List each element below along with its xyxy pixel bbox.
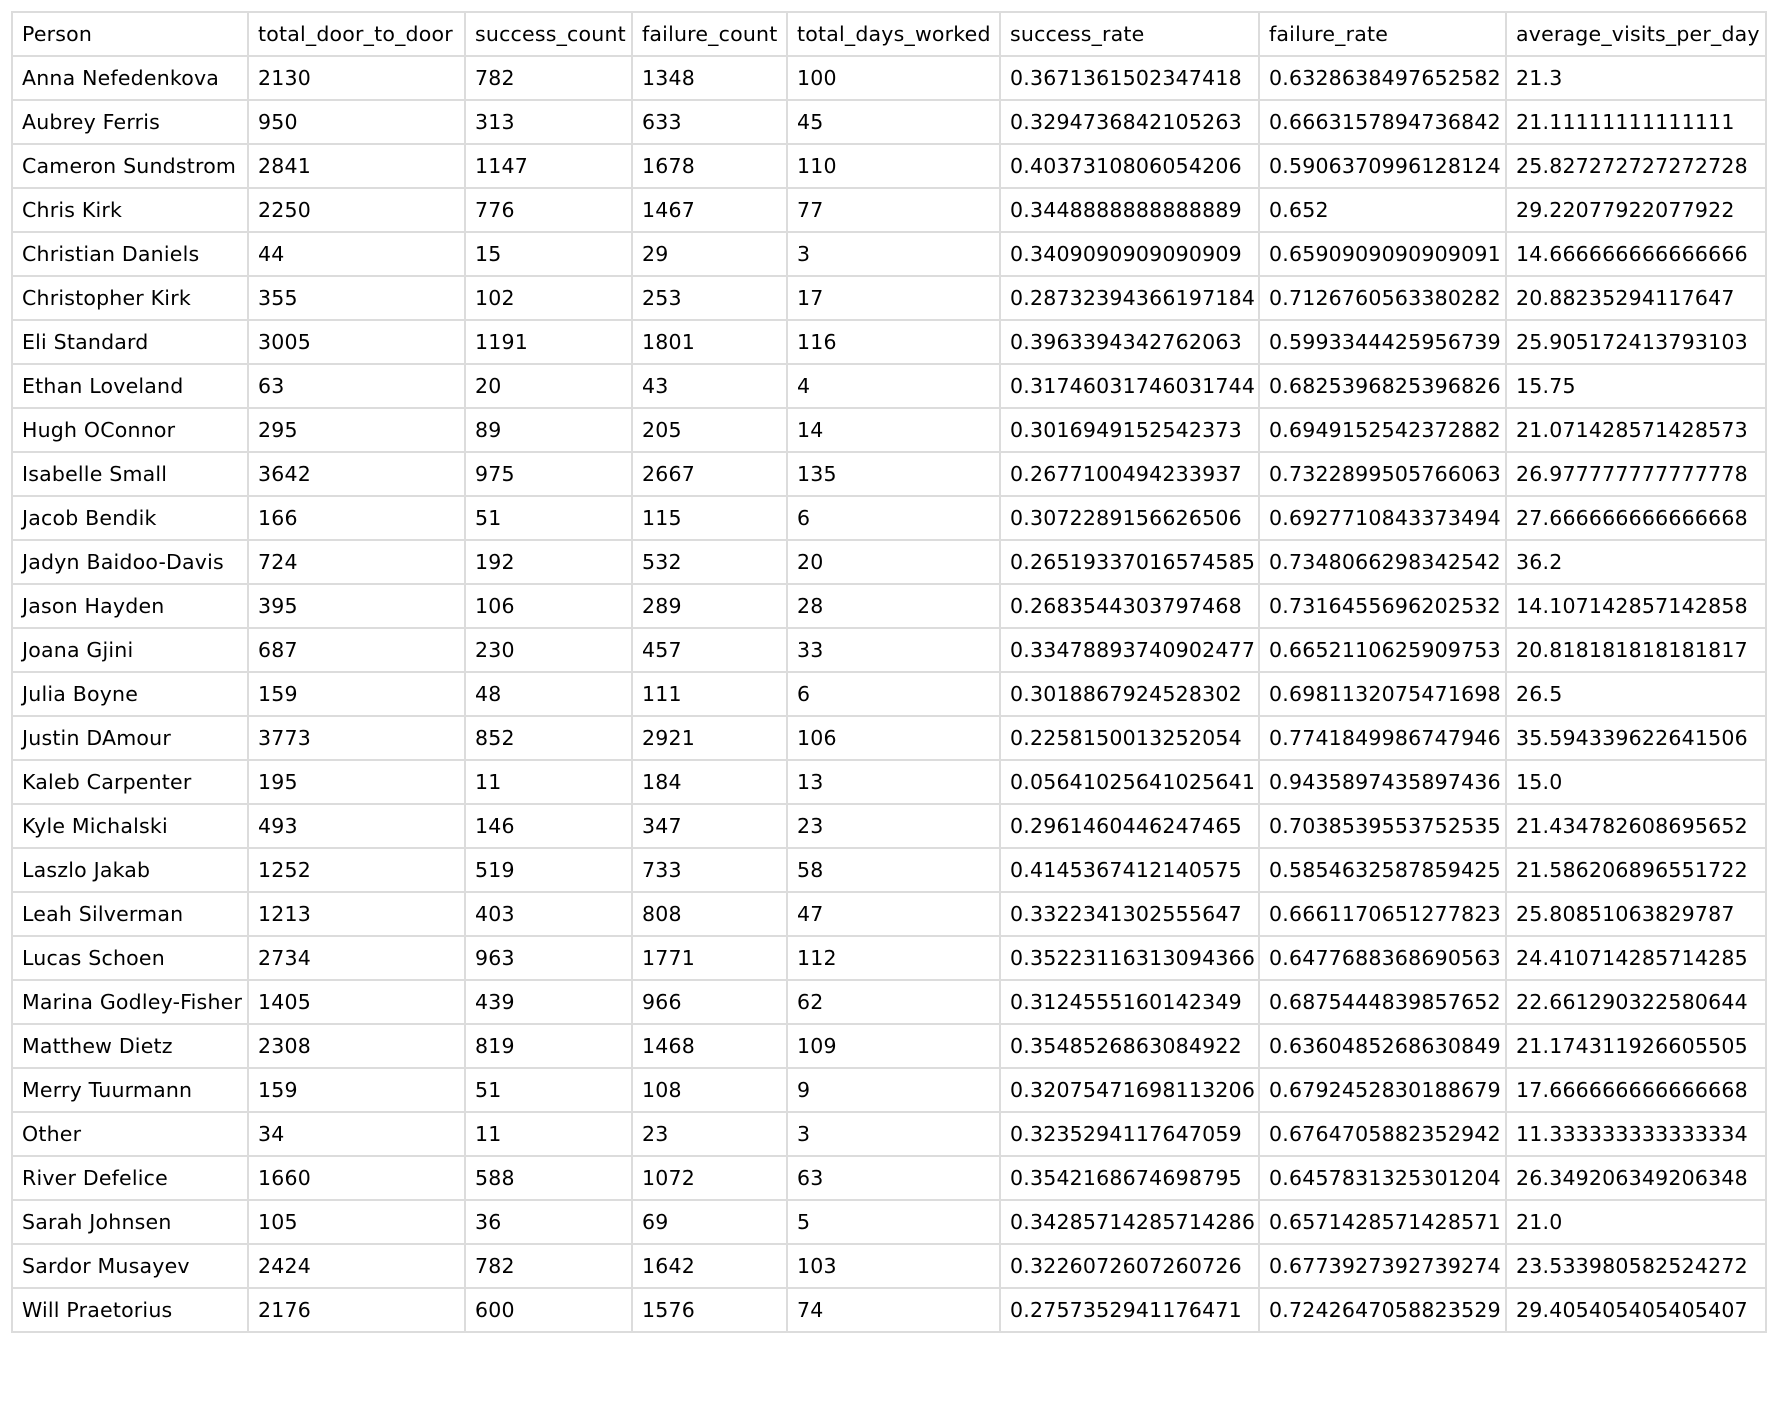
table-cell: Cameron Sundstrom	[12, 144, 248, 188]
table-row	[12, 1288, 1766, 1332]
table-cell: 0.7316455696202532	[1259, 584, 1506, 628]
table-row	[12, 144, 1766, 188]
table-cell: 0.3671361502347418	[1000, 56, 1259, 100]
table-cell: 687	[248, 628, 465, 672]
table-cell: 11	[465, 760, 632, 804]
table-cell: 15.75	[1506, 364, 1766, 408]
table-cell: 48	[465, 672, 632, 716]
table-cell: 11	[465, 1112, 632, 1156]
table-cell: 0.6457831325301204	[1259, 1156, 1506, 1200]
table-cell: 439	[465, 980, 632, 1024]
table-row	[12, 672, 1766, 716]
table-cell: 36.2	[1506, 540, 1766, 584]
table-cell: 0.26519337016574585	[1000, 540, 1259, 584]
table-cell: 0.31746031746031744	[1000, 364, 1259, 408]
table-cell: 2667	[632, 452, 787, 496]
table-cell: 112	[787, 936, 1000, 980]
table-row	[12, 716, 1766, 760]
table-cell: 21.0	[1506, 1200, 1766, 1244]
table-cell: 44	[248, 232, 465, 276]
table-cell: 950	[248, 100, 465, 144]
table-cell: Chris Kirk	[12, 188, 248, 232]
table-cell: 105	[248, 1200, 465, 1244]
table-cell: 532	[632, 540, 787, 584]
table-cell: 1468	[632, 1024, 787, 1068]
table-cell: 192	[465, 540, 632, 584]
table-cell: 963	[465, 936, 632, 980]
table-cell: 0.3448888888888889	[1000, 188, 1259, 232]
table-cell: 0.2683544303797468	[1000, 584, 1259, 628]
table-cell: 23	[632, 1112, 787, 1156]
table-cell: 1213	[248, 892, 465, 936]
column-header: failure_rate	[1259, 12, 1506, 56]
table-cell: 782	[465, 56, 632, 100]
table-cell: 0.6764705882352942	[1259, 1112, 1506, 1156]
table-cell: 22.661290322580644	[1506, 980, 1766, 1024]
table-cell: 23.533980582524272	[1506, 1244, 1766, 1288]
table-cell: 2250	[248, 188, 465, 232]
table-cell: Merry Tuurmann	[12, 1068, 248, 1112]
table-cell: 3005	[248, 320, 465, 364]
table-row	[12, 100, 1766, 144]
table-cell: 0.05641025641025641	[1000, 760, 1259, 804]
table-cell: 966	[632, 980, 787, 1024]
table-cell: 2921	[632, 716, 787, 760]
table-cell: 77	[787, 188, 1000, 232]
column-header: success_count	[465, 12, 632, 56]
table-cell: 21.434782608695652	[1506, 804, 1766, 848]
table-cell: 25.827272727272728	[1506, 144, 1766, 188]
table-cell: 2734	[248, 936, 465, 980]
table-cell: 1642	[632, 1244, 787, 1288]
table-cell: Joana Gjini	[12, 628, 248, 672]
table-row	[12, 364, 1766, 408]
table-cell: Anna Nefedenkova	[12, 56, 248, 100]
table-cell: 26.5	[1506, 672, 1766, 716]
table-cell: Will Praetorius	[12, 1288, 248, 1332]
table-cell: 0.3226072607260726	[1000, 1244, 1259, 1288]
table-cell: 2841	[248, 144, 465, 188]
table-cell: 0.3124555160142349	[1000, 980, 1259, 1024]
table-cell: 62	[787, 980, 1000, 1024]
table-row	[12, 56, 1766, 100]
table-row	[12, 584, 1766, 628]
table-cell: 47	[787, 892, 1000, 936]
table-cell: Sardor Musayev	[12, 1244, 248, 1288]
table-row	[12, 1156, 1766, 1200]
table-cell: 852	[465, 716, 632, 760]
table-cell: 20	[787, 540, 1000, 584]
table-cell: 33	[787, 628, 1000, 672]
table-cell: 166	[248, 496, 465, 540]
table-cell: 0.2961460446247465	[1000, 804, 1259, 848]
table-cell: 20.818181818181817	[1506, 628, 1766, 672]
table-cell: 0.3235294117647059	[1000, 1112, 1259, 1156]
table-cell: 34	[248, 1112, 465, 1156]
table-cell: 289	[632, 584, 787, 628]
table-cell: 0.7126760563380282	[1259, 276, 1506, 320]
table-cell: Leah Silverman	[12, 892, 248, 936]
table-cell: 115	[632, 496, 787, 540]
table-cell: 21.586206896551722	[1506, 848, 1766, 892]
table-cell: Marina Godley-Fisher	[12, 980, 248, 1024]
table-cell: 0.2258150013252054	[1000, 716, 1259, 760]
table-cell: 0.32075471698113206	[1000, 1068, 1259, 1112]
table-cell: Ethan Loveland	[12, 364, 248, 408]
table-cell: 0.5906370996128124	[1259, 144, 1506, 188]
table-cell: 0.3548526863084922	[1000, 1024, 1259, 1068]
table-cell: 1678	[632, 144, 787, 188]
column-header: Person	[12, 12, 248, 56]
table-cell: 0.652	[1259, 188, 1506, 232]
table-cell: 0.3294736842105263	[1000, 100, 1259, 144]
table-cell: 975	[465, 452, 632, 496]
table-cell: 2176	[248, 1288, 465, 1332]
table-cell: 6	[787, 496, 1000, 540]
column-header: total_door_to_door	[248, 12, 465, 56]
table-row	[12, 1244, 1766, 1288]
table-row	[12, 188, 1766, 232]
table-cell: 106	[465, 584, 632, 628]
table-cell: 0.3072289156626506	[1000, 496, 1259, 540]
table-row	[12, 408, 1766, 452]
table-cell: 25.905172413793103	[1506, 320, 1766, 364]
table-cell: 1191	[465, 320, 632, 364]
table-cell: 29.22077922077922	[1506, 188, 1766, 232]
table-cell: Jadyn Baidoo-Davis	[12, 540, 248, 584]
table-cell: 0.6949152542372882	[1259, 408, 1506, 452]
table-row	[12, 1068, 1766, 1112]
table-cell: 17.666666666666668	[1506, 1068, 1766, 1112]
table-cell: 0.6792452830188679	[1259, 1068, 1506, 1112]
table-cell: 3642	[248, 452, 465, 496]
table-cell: 313	[465, 100, 632, 144]
table-cell: 6	[787, 672, 1000, 716]
table-cell: 0.6981132075471698	[1259, 672, 1506, 716]
table-row	[12, 760, 1766, 804]
table-row	[12, 848, 1766, 892]
table-cell: 347	[632, 804, 787, 848]
table-row	[12, 452, 1766, 496]
table-cell: 24.410714285714285	[1506, 936, 1766, 980]
table-cell: 0.3542168674698795	[1000, 1156, 1259, 1200]
table-cell: 146	[465, 804, 632, 848]
table-cell: 106	[787, 716, 1000, 760]
table-cell: 395	[248, 584, 465, 628]
table-cell: 63	[248, 364, 465, 408]
table-cell: Eli Standard	[12, 320, 248, 364]
table-cell: 100	[787, 56, 1000, 100]
table-cell: 0.6590909090909091	[1259, 232, 1506, 276]
table-cell: Hugh OConnor	[12, 408, 248, 452]
table-cell: 0.6663157894736842	[1259, 100, 1506, 144]
table-header	[12, 12, 1766, 56]
table-cell: 159	[248, 672, 465, 716]
table-cell: Other	[12, 1112, 248, 1156]
table-cell: 0.6328638497652582	[1259, 56, 1506, 100]
table-cell: 1072	[632, 1156, 787, 1200]
table-cell: 0.6825396825396826	[1259, 364, 1506, 408]
table-cell: 3773	[248, 716, 465, 760]
table-cell: 15	[465, 232, 632, 276]
column-header: total_days_worked	[787, 12, 1000, 56]
table-cell: 230	[465, 628, 632, 672]
table-cell: 25.80851063829787	[1506, 892, 1766, 936]
table-cell: 808	[632, 892, 787, 936]
table-cell: 29.405405405405407	[1506, 1288, 1766, 1332]
table-cell: 0.7242647058823529	[1259, 1288, 1506, 1332]
table-cell: 205	[632, 408, 787, 452]
table-row	[12, 496, 1766, 540]
table-cell: 1467	[632, 188, 787, 232]
table-cell: 17	[787, 276, 1000, 320]
table-cell: 21.174311926605505	[1506, 1024, 1766, 1068]
table-cell: 27.666666666666668	[1506, 496, 1766, 540]
table-cell: 0.7322899505766063	[1259, 452, 1506, 496]
table-row	[12, 980, 1766, 1024]
table-body	[12, 56, 1766, 1332]
table-cell: 89	[465, 408, 632, 452]
table-cell: Justin DAmour	[12, 716, 248, 760]
table-cell: 74	[787, 1288, 1000, 1332]
table-cell: 1801	[632, 320, 787, 364]
table-cell: 1348	[632, 56, 787, 100]
table-cell: 1576	[632, 1288, 787, 1332]
table-cell: 633	[632, 100, 787, 144]
table-cell: Christopher Kirk	[12, 276, 248, 320]
table-cell: 11.333333333333334	[1506, 1112, 1766, 1156]
table-cell: 0.3018867924528302	[1000, 672, 1259, 716]
table-row	[12, 1024, 1766, 1068]
table-cell: 3	[787, 232, 1000, 276]
table-cell: 5	[787, 1200, 1000, 1244]
table-cell: Matthew Dietz	[12, 1024, 248, 1068]
column-header: failure_count	[632, 12, 787, 56]
table-cell: 14	[787, 408, 1000, 452]
table-cell: 108	[632, 1068, 787, 1112]
table-cell: Christian Daniels	[12, 232, 248, 276]
table-cell: 102	[465, 276, 632, 320]
table-cell: 1405	[248, 980, 465, 1024]
table-cell: 15.0	[1506, 760, 1766, 804]
table-cell: 0.2677100494233937	[1000, 452, 1259, 496]
table-cell: 3	[787, 1112, 1000, 1156]
table-row	[12, 892, 1766, 936]
table-cell: 733	[632, 848, 787, 892]
table-cell: Lucas Schoen	[12, 936, 248, 980]
table-cell: 13	[787, 760, 1000, 804]
table-row	[12, 232, 1766, 276]
table-cell: 0.2757352941176471	[1000, 1288, 1259, 1332]
table-cell: 1252	[248, 848, 465, 892]
table-cell: 1771	[632, 936, 787, 980]
table-cell: 0.3963394342762063	[1000, 320, 1259, 364]
table-row	[12, 1112, 1766, 1156]
table-cell: 9	[787, 1068, 1000, 1112]
table-cell: River Defelice	[12, 1156, 248, 1200]
table-cell: 457	[632, 628, 787, 672]
table-cell: 21.3	[1506, 56, 1766, 100]
table-cell: 28	[787, 584, 1000, 628]
table-cell: 0.6360485268630849	[1259, 1024, 1506, 1068]
table-cell: 36	[465, 1200, 632, 1244]
table-cell: Sarah Johnsen	[12, 1200, 248, 1244]
table-cell: 0.3322341302555647	[1000, 892, 1259, 936]
table-cell: 20.88235294117647	[1506, 276, 1766, 320]
table-cell: 4	[787, 364, 1000, 408]
data-table	[11, 11, 1767, 1333]
header-row	[12, 12, 1766, 56]
table-cell: 51	[465, 1068, 632, 1112]
table-cell: 21.11111111111111	[1506, 100, 1766, 144]
table-cell: 111	[632, 672, 787, 716]
table-cell: 2308	[248, 1024, 465, 1068]
table-cell: Kyle Michalski	[12, 804, 248, 848]
table-cell: Aubrey Ferris	[12, 100, 248, 144]
table-cell: 0.6477688368690563	[1259, 936, 1506, 980]
table-cell: 63	[787, 1156, 1000, 1200]
table-cell: 0.9435897435897436	[1259, 760, 1506, 804]
table-cell: 116	[787, 320, 1000, 364]
column-header: success_rate	[1000, 12, 1259, 56]
table-cell: Isabelle Small	[12, 452, 248, 496]
table-cell: 0.6773927392739274	[1259, 1244, 1506, 1288]
table-row	[12, 320, 1766, 364]
table-cell: 26.977777777777778	[1506, 452, 1766, 496]
table-cell: 0.3016949152542373	[1000, 408, 1259, 452]
table-cell: 600	[465, 1288, 632, 1332]
table-cell: 0.33478893740902477	[1000, 628, 1259, 672]
table-cell: 43	[632, 364, 787, 408]
table-cell: 29	[632, 232, 787, 276]
table-cell: 135	[787, 452, 1000, 496]
table-cell: 0.5854632587859425	[1259, 848, 1506, 892]
table-cell: 493	[248, 804, 465, 848]
table-cell: 58	[787, 848, 1000, 892]
table-cell: 0.7741849986747946	[1259, 716, 1506, 760]
table-cell: Julia Boyne	[12, 672, 248, 716]
table-cell: 0.6652110625909753	[1259, 628, 1506, 672]
table-cell: 109	[787, 1024, 1000, 1068]
table-cell: 103	[787, 1244, 1000, 1288]
table-row	[12, 628, 1766, 672]
table-cell: 295	[248, 408, 465, 452]
table-cell: 0.34285714285714286	[1000, 1200, 1259, 1244]
table-row	[12, 804, 1766, 848]
column-header: average_visits_per_day	[1506, 12, 1766, 56]
table-row	[12, 1200, 1766, 1244]
table-cell: 0.28732394366197184	[1000, 276, 1259, 320]
table-row	[12, 540, 1766, 584]
table-cell: 14.107142857142858	[1506, 584, 1766, 628]
table-cell: 253	[632, 276, 787, 320]
table-cell: 0.7038539553752535	[1259, 804, 1506, 848]
table-cell: 195	[248, 760, 465, 804]
table-cell: 782	[465, 1244, 632, 1288]
table-cell: 20	[465, 364, 632, 408]
table-cell: 159	[248, 1068, 465, 1112]
table-cell: 0.4037310806054206	[1000, 144, 1259, 188]
table-cell: 588	[465, 1156, 632, 1200]
table-cell: 26.349206349206348	[1506, 1156, 1766, 1200]
table-cell: Jason Hayden	[12, 584, 248, 628]
table-cell: 0.5993344425956739	[1259, 320, 1506, 364]
table-cell: 724	[248, 540, 465, 584]
table-cell: 403	[465, 892, 632, 936]
table-cell: 0.6571428571428571	[1259, 1200, 1506, 1244]
table-cell: 519	[465, 848, 632, 892]
table-cell: 51	[465, 496, 632, 540]
table-cell: Kaleb Carpenter	[12, 760, 248, 804]
table-cell: 0.4145367412140575	[1000, 848, 1259, 892]
table-cell: Jacob Bendik	[12, 496, 248, 540]
table-cell: 45	[787, 100, 1000, 144]
table-cell: 0.7348066298342542	[1259, 540, 1506, 584]
table-cell: 0.3409090909090909	[1000, 232, 1259, 276]
table-cell: Laszlo Jakab	[12, 848, 248, 892]
table-cell: 1147	[465, 144, 632, 188]
table-cell: 2130	[248, 56, 465, 100]
table-row	[12, 936, 1766, 980]
table-cell: 14.666666666666666	[1506, 232, 1766, 276]
table-cell: 35.594339622641506	[1506, 716, 1766, 760]
table-row	[12, 276, 1766, 320]
table-cell: 0.6661170651277823	[1259, 892, 1506, 936]
table-cell: 776	[465, 188, 632, 232]
table-cell: 819	[465, 1024, 632, 1068]
table-cell: 355	[248, 276, 465, 320]
table-cell: 1660	[248, 1156, 465, 1200]
table-cell: 69	[632, 1200, 787, 1244]
table-cell: 0.6875444839857652	[1259, 980, 1506, 1024]
table-cell: 0.35223116313094366	[1000, 936, 1259, 980]
table-cell: 2424	[248, 1244, 465, 1288]
table-cell: 0.6927710843373494	[1259, 496, 1506, 540]
table-cell: 110	[787, 144, 1000, 188]
table-cell: 23	[787, 804, 1000, 848]
table-cell: 184	[632, 760, 787, 804]
table-cell: 21.071428571428573	[1506, 408, 1766, 452]
